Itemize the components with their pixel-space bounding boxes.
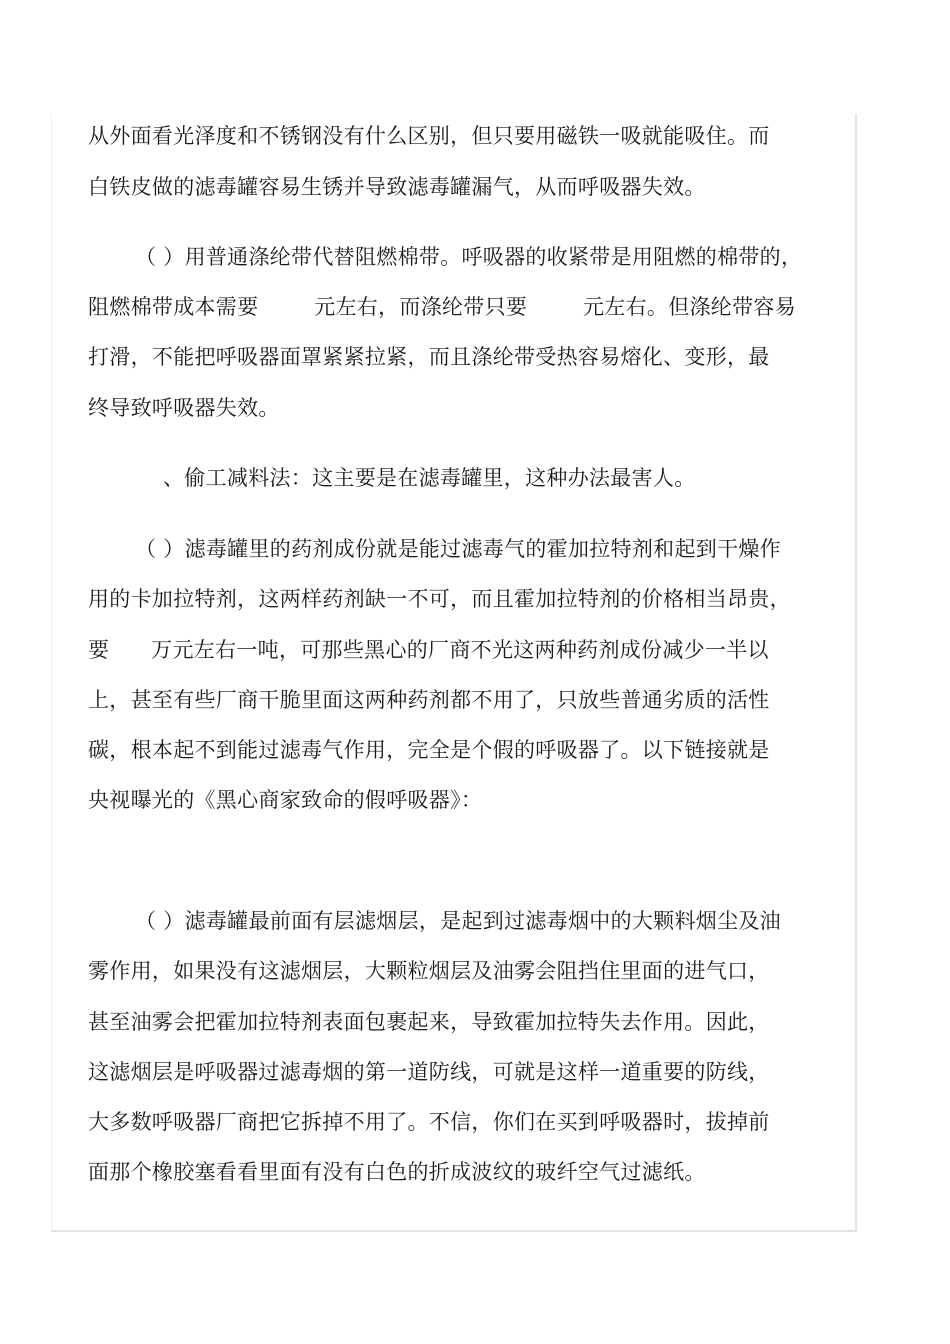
paragraph-4-line-2: 雾作用，如果没有这滤烟层，大颗粒烟层及油雾会阻挡住里面的进气口，: [88, 959, 770, 983]
paragraph-4-line-1: （ ）滤毒罐最前面有层滤烟层，是起到过滤毒烟中的大颗料烟尘及油: [135, 909, 781, 933]
paragraph-3-line-2: 用的卡加拉特剂，这两样药剂缺一不可，而且霍加拉特剂的价格相当昂贵，: [88, 587, 791, 611]
paragraph-3-line-1: （ ）滤毒罐里的药剂成份就是能过滤毒气的霍加拉特剂和起到干燥作: [135, 537, 781, 561]
paragraph-3-line-6: 央视曝光的《黑心商家致命的假呼吸器》：: [88, 788, 483, 812]
paragraph-4-line-5: 大多数呼吸器厂商把它拆掉不用了。不信，你们在买到呼吸器时，拔掉前: [88, 1110, 770, 1134]
paragraph-1-line-1: 从外面看光泽度和不锈钢没有什么区别，但只要用磁铁一吸就能吸住。而: [88, 124, 770, 148]
paragraph-4-line-3: 甚至油雾会把霍加拉特剂表面包裹起来，导致霍加拉特失去作用。因此，: [88, 1010, 770, 1034]
paragraph-4-line-6: 面那个橡胶塞看看里面有没有白色的折成波纹的玻纤空气过滤纸。: [88, 1160, 706, 1184]
paragraph-2-line-2: 阻燃棉带成本需要 元左右，而涤纶带只要 元左右。但涤纶带容易: [88, 295, 797, 319]
paragraph-3-line-4: 上，甚至有些厂商干脆里面这两种药剂都不用了，只放些普通劣质的活性: [88, 688, 770, 712]
paragraph-3-line-3: 要 万元左右一吨，可那些黑心的厂商不光这两种药剂成份减少一半以: [88, 638, 769, 662]
paragraph-2-line-4: 终导致呼吸器失效。: [88, 396, 280, 420]
paragraph-1-line-2: 白铁皮做的滤毒罐容易生锈并导致滤毒罐漏气，从而呼吸器失效。: [88, 175, 706, 199]
paragraph-3-line-5: 碳，根本起不到能过滤毒气作用，完全是个假的呼吸器了。以下链接就是: [88, 738, 770, 762]
section-heading: 、偷工减料法：这主要是在滤毒罐里，这种办法最害人。: [163, 466, 696, 490]
paragraph-2-line-1: （ ）用普通涤纶带代替阻燃棉带。呼吸器的收紧带是用阻燃的棉带的，: [135, 245, 803, 269]
paragraph-2-line-3: 打滑，不能把呼吸器面罩紧紧拉紧，而且涤纶带受热容易熔化、变形，最: [88, 345, 770, 369]
paragraph-4-line-4: 这滤烟层是呼吸器过滤毒烟的第一道防线，可就是这样一道重要的防线，: [88, 1060, 770, 1084]
